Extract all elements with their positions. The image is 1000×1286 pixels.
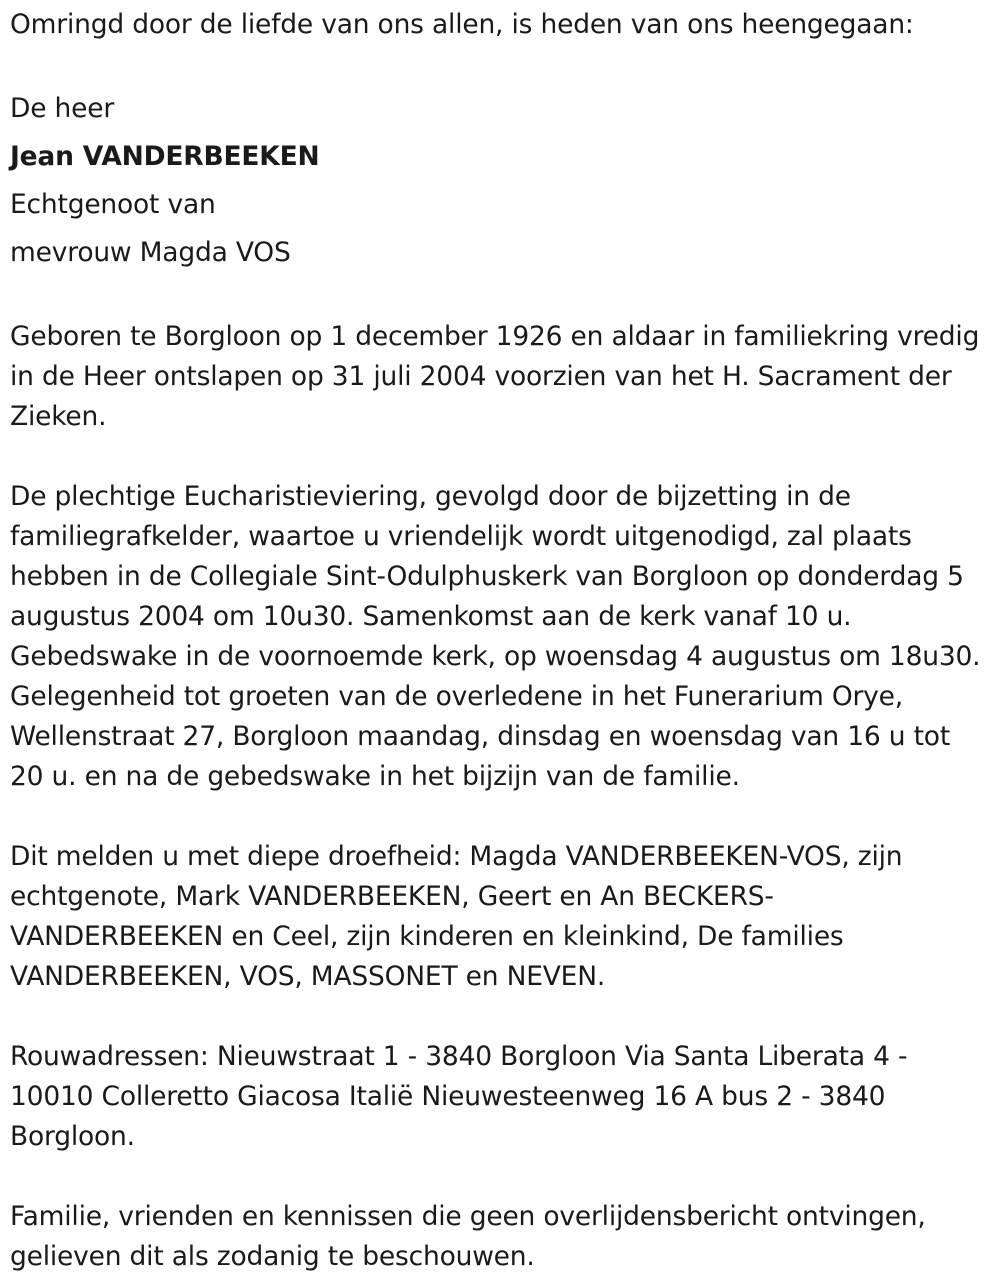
- paragraph-line: echtgenote, Mark VANDERBEEKEN, Geert en An BECKERS-: [10, 881, 774, 912]
- paragraph-line: in de Heer ontslapen op 31 juli 2004 voorzien van het H. Sacrament der: [10, 361, 952, 392]
- relation-label: Echtgenoot van: [10, 189, 216, 220]
- paragraph-line: 10010 Colleretto Giacosa Italië Nieuwesteenweg 16 A bus 2 - 3840: [10, 1081, 886, 1112]
- paragraph-line: familiegrafkelder, waartoe u vriendelijk wordt uitgenodigd, zal plaats: [10, 521, 912, 552]
- paragraph-line: augustus 2004 om 10u30. Samenkomst aan de kerk vanaf 10 u.: [10, 601, 852, 632]
- deceased-name: Jean VANDERBEEKEN: [10, 141, 320, 172]
- birth-paragraph: [10, 317, 994, 437]
- honorific: De heer: [10, 93, 115, 124]
- ceremony-paragraph: [10, 477, 994, 797]
- paragraph-line: Zieken.: [10, 401, 107, 432]
- paragraph-line: VANDERBEEKEN en Ceel, zijn kinderen en kleinkind, De families: [10, 921, 844, 952]
- paragraph-line: Geboren te Borgloon op 1 december 1926 en aldaar in familiekring vredig: [10, 321, 980, 352]
- paragraph-line: hebben in de Collegiale Sint-Odulphuskerk van Borgloon op donderdag 5: [10, 561, 964, 592]
- spouse-name: mevrouw Magda VOS: [10, 237, 291, 268]
- address-paragraph: [10, 1037, 994, 1157]
- paragraph-line: Borgloon.: [10, 1121, 135, 1152]
- paragraph-line: Wellenstraat 27, Borgloon maandag, dinsdag en woensdag van 16 u tot: [10, 721, 951, 752]
- intro-text: Omringd door de liefde van ons allen, is heden van ons heengegaan:: [10, 9, 914, 40]
- death-notice: [10, 0, 994, 1277]
- paragraph-line: 20 u. en na de gebedswake in het bijzijn van de familie.: [10, 761, 740, 792]
- paragraph-line: De plechtige Eucharistieviering, gevolgd door de bijzetting in de: [10, 481, 851, 512]
- paragraph-line: Familie, vrienden en kennissen die geen overlijdensbericht ontvingen,: [10, 1201, 926, 1232]
- paragraph-line: Dit melden u met diepe droefheid: Magda VANDERBEEKEN-VOS, zijn: [10, 841, 903, 872]
- paragraph-line: VANDERBEEKEN, VOS, MASSONET en NEVEN.: [10, 961, 606, 992]
- deceased-block: [10, 85, 994, 277]
- paragraph-line: gelieven dit als zodanig te beschouwen.: [10, 1241, 535, 1272]
- paragraph-line: Rouwadressen: Nieuwstraat 1 - 3840 Borgloon Via Santa Liberata 4 -: [10, 1041, 908, 1072]
- paragraph-line: Gebedswake in de voornoemde kerk, op woensdag 4 augustus om 18u30.: [10, 641, 981, 672]
- closing-paragraph: [10, 1197, 994, 1277]
- family-paragraph: [10, 837, 994, 997]
- paragraph-line: Gelegenheid tot groeten van de overledene in het Funerarium Orye,: [10, 681, 903, 712]
